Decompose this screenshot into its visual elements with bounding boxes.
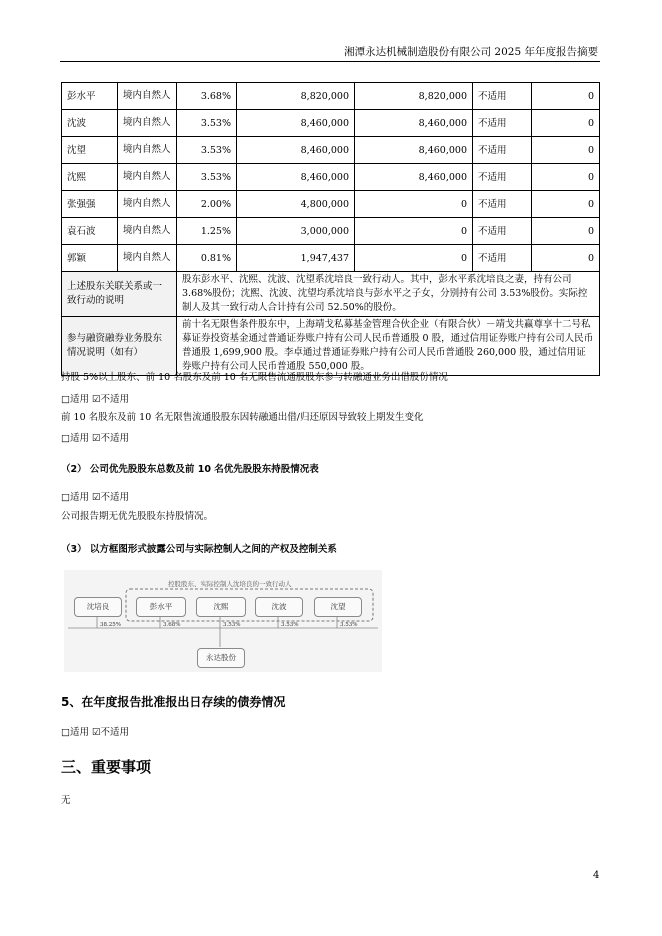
cell-pledge-qty: 0 [532,137,600,164]
preferred-checkbox: □适用 ☑不适用 [61,492,130,503]
cell-name: 沈波 [62,110,118,137]
cell-type: 境内自然人 [118,137,177,164]
lending-question: 持股 5%以上股东、前 10 名股东及前 10 名无限售流通股股东参与转融通业务出借股份情况 [61,372,448,383]
table-row [62,245,600,272]
preferred-statement: 公司报告期无优先股股东持股情况。 [61,511,214,522]
node-peng-shuiping: 彭水平 [136,597,186,617]
note-row [62,272,600,317]
preferred-shareholders-heading: （2） 公司优先股股东总数及前 10 名优先股股东持股情况表 [61,464,319,475]
cell-shares: 1,947,437 [237,245,355,272]
header-rule [60,61,600,62]
note-label: 参与融资融券业务股东情况说明（如有） [62,317,177,376]
table-row [62,110,600,137]
cell-pledge-qty: 0 [532,218,600,245]
cell-type: 境内自然人 [118,110,177,137]
table-row [62,83,600,110]
cell-shares: 8,460,000 [237,137,355,164]
node-shen-bo: 沈波 [255,597,303,617]
cell-shares: 8,460,000 [237,164,355,191]
note-label: 上述股东关联关系或一致行动的说明 [62,272,177,317]
cell-pledge-qty: 0 [532,110,600,137]
cell-restricted: 8,460,000 [355,110,473,137]
major-matters-text: 无 [61,795,71,806]
table-row [62,218,600,245]
page-number: 4 [593,870,600,881]
cell-pledge-qty: 0 [532,83,600,110]
percent-shen-wang: 3.53% [340,622,358,628]
cell-shares: 4,800,000 [237,191,355,218]
cell-pct: 1.25% [177,218,237,245]
percent-shen-bo: 3.53% [281,622,299,628]
cell-pledge: 不适用 [473,191,532,218]
percent-peng-shuiping: 3.68% [163,622,181,628]
cell-shares: 8,820,000 [237,83,355,110]
cell-type: 境内自然人 [118,83,177,110]
bond-checkbox: □适用 ☑不适用 [61,727,130,738]
shareholder-table [61,82,600,376]
percent-shen-xi: 3.53% [223,622,241,628]
cell-shares: 8,460,000 [237,110,355,137]
cell-name: 彭水平 [62,83,118,110]
cell-name: 张强强 [62,191,118,218]
major-matters-heading: 三、重要事项 [61,758,152,776]
cell-pledge-qty: 0 [532,164,600,191]
cell-pledge: 不适用 [473,245,532,272]
cell-name: 沈望 [62,137,118,164]
cell-pct: 0.81% [177,245,237,272]
cell-name: 袁石波 [62,218,118,245]
table-row [62,191,600,218]
cell-pledge: 不适用 [473,83,532,110]
table-row [62,137,600,164]
cell-pct: 3.68% [177,83,237,110]
node-shen-xi: 沈熙 [196,597,246,617]
cell-restricted: 0 [355,245,473,272]
cell-name: 郭颖 [62,245,118,272]
control-relationship-heading: （3） 以方框图形式披露公司与实际控制人之间的产权及控制关系 [61,544,337,555]
note-row [62,317,600,376]
cell-type: 境内自然人 [118,245,177,272]
cell-restricted: 0 [355,191,473,218]
cell-type: 境内自然人 [118,218,177,245]
cell-pct: 3.53% [177,110,237,137]
cell-restricted: 8,820,000 [355,83,473,110]
cell-pct: 2.00% [177,191,237,218]
cell-pledge: 不适用 [473,218,532,245]
note-text: 股东彭水平、沈熙、沈波、沈望系沈培良一致行动人。其中，彭水平系沈培良之妻，持有公司 3.68%股份；沈熙、沈波、沈望均系沈培良与彭水平之子女，分别持有公司 3.53%股份。实际控制人及其一致行动人合计持有公司 52.50%的股份。 [177,272,600,317]
cell-shares: 3,000,000 [237,218,355,245]
cell-pledge-qty: 0 [532,191,600,218]
percent-shen-peiliang: 38.25% [100,622,121,628]
cell-type: 境内自然人 [118,164,177,191]
change-checkbox: □适用 ☑不适用 [61,433,130,444]
page-header-title: 湘潭永达机械制造股份有限公司 2025 年年度报告摘要 [344,46,598,58]
cell-pct: 3.53% [177,137,237,164]
cell-pct: 3.53% [177,164,237,191]
ownership-diagram [64,570,382,672]
cell-type: 境内自然人 [118,191,177,218]
cell-restricted: 0 [355,218,473,245]
lending-checkbox: □适用 ☑不适用 [61,394,130,405]
cell-pledge: 不适用 [473,164,532,191]
cell-restricted: 8,460,000 [355,164,473,191]
node-company: 永达股份 [197,648,245,668]
table-row [62,164,600,191]
node-shen-peiliang: 沈培良 [74,597,122,617]
concert-group-label: 控股股东、实际控制人沈培良的一致行动人 [168,580,292,588]
cell-name: 沈熙 [62,164,118,191]
cell-pledge: 不适用 [473,110,532,137]
note-text: 前十名无限售条件股东中，上海靖戈私募基金管理合伙企业（有限合伙）－靖戈共赢尊享十二号私募证券投资基金通过普通证券账户持有公司人民币普通股 0 股，通过信用证券账户持有公司人民币普通股 1,699,900 股。李卓通过普通证券账户持有公司人民币普通股 260,000 股，通过信用证券账户持有公司人民币普通股 550,000 股。 [177,317,600,376]
cell-pledge: 不适用 [473,137,532,164]
node-shen-wang: 沈望 [314,597,362,617]
change-question: 前 10 名股东及前 10 名无限售流通股股东因转融通出借/归还原因导致较上期发生变化 [61,412,424,423]
bond-heading: 5、在年度报告批准报出日存续的债券情况 [61,695,286,709]
cell-restricted: 8,460,000 [355,137,473,164]
cell-pledge-qty: 0 [532,245,600,272]
